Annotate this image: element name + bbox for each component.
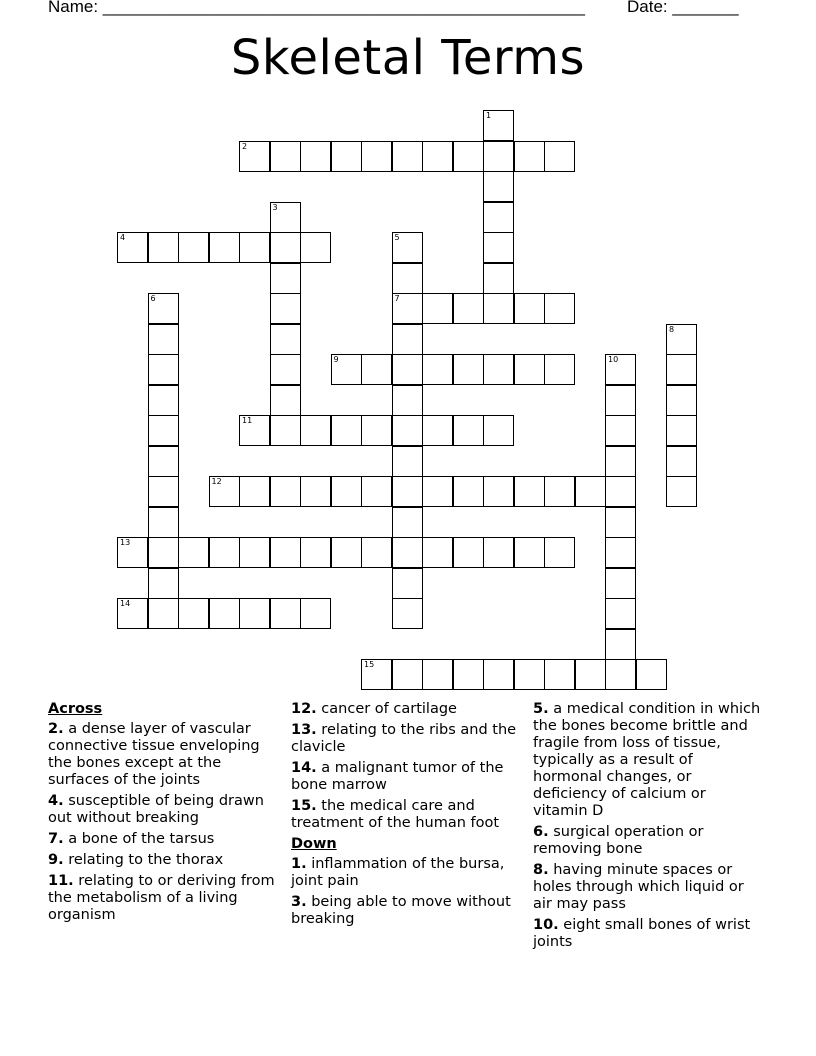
grid-cell[interactable]: [117, 598, 148, 629]
grid-cell[interactable]: [483, 232, 514, 263]
cell-number: 14: [120, 599, 131, 608]
cell-number: 1: [486, 111, 492, 120]
grid-cell[interactable]: [483, 202, 514, 233]
clue-item: [291, 760, 521, 794]
grid-cell[interactable]: [178, 232, 209, 263]
grid-cell[interactable]: [361, 415, 392, 446]
cell-number: 3: [272, 202, 278, 212]
clue-number: 2.: [48, 721, 64, 737]
grid-cell[interactable]: [392, 446, 423, 477]
clue-text: cancer of cartilage: [316, 701, 457, 717]
clue-text: eight small bones of wrist joints: [533, 917, 751, 950]
grid-cell[interactable]: [575, 659, 606, 690]
grid-cell[interactable]: [514, 141, 545, 172]
clue-item: [48, 831, 278, 848]
grid-cell[interactable]: [392, 232, 423, 263]
cell-number: 5: [394, 233, 400, 242]
clue-text: a dense layer of vascular connective tissue enveloping the bones except at the surfaces of the joints: [48, 721, 260, 788]
clue-text: a malignant tumor of the bone marrow: [291, 760, 504, 793]
grid-cell[interactable]: [605, 476, 636, 507]
grid-cell[interactable]: [239, 415, 270, 446]
grid-cell[interactable]: [148, 324, 179, 355]
grid-cell[interactable]: [300, 537, 331, 568]
grid-cell[interactable]: [270, 202, 301, 233]
grid-cell[interactable]: [453, 354, 484, 385]
grid-cell[interactable]: [605, 659, 636, 690]
grid-cell[interactable]: [544, 659, 575, 690]
grid-cell[interactable]: [392, 354, 423, 385]
grid-cell[interactable]: [300, 141, 331, 172]
grid-cell[interactable]: [605, 629, 636, 660]
clue-item: [533, 917, 763, 951]
grid-cell[interactable]: [422, 476, 453, 507]
clue-item: [48, 852, 278, 869]
grid-cell[interactable]: [483, 659, 514, 690]
grid-cell[interactable]: [361, 537, 392, 568]
grid-cell[interactable]: [483, 293, 514, 324]
cell-number: 4: [120, 233, 126, 242]
grid-cell[interactable]: [605, 446, 636, 477]
grid-cell[interactable]: [605, 598, 636, 629]
grid-cell[interactable]: [392, 415, 423, 446]
grid-cell[interactable]: [392, 141, 423, 172]
clue-item: [48, 793, 278, 827]
clue-text: inflammation of the bursa, joint pain: [291, 856, 505, 889]
grid-cell[interactable]: [483, 263, 514, 294]
cell-number: 10: [608, 355, 619, 364]
grid-cell[interactable]: [239, 141, 270, 172]
grid-cell[interactable]: [392, 476, 423, 507]
grid-cell[interactable]: [453, 659, 484, 690]
grid-cell[interactable]: [422, 537, 453, 568]
grid-cell[interactable]: [148, 507, 179, 538]
grid-cell[interactable]: [544, 354, 575, 385]
grid-cell[interactable]: [148, 476, 179, 507]
grid-cell[interactable]: [148, 446, 179, 477]
grid-cell[interactable]: [209, 598, 240, 629]
grid-cell[interactable]: [331, 476, 362, 507]
grid-cell[interactable]: [331, 354, 362, 385]
clue-item: [291, 856, 521, 890]
grid-cell[interactable]: [514, 537, 545, 568]
clues-column-3: [533, 701, 763, 955]
grid-cell[interactable]: [605, 507, 636, 538]
grid-cell[interactable]: [636, 659, 667, 690]
grid-cell[interactable]: [422, 293, 453, 324]
grid-cell[interactable]: [453, 537, 484, 568]
grid-cell[interactable]: [239, 232, 270, 263]
clue-text: being able to move without breaking: [291, 894, 511, 927]
grid-cell[interactable]: [148, 415, 179, 446]
clue-number: 6.: [533, 824, 549, 840]
grid-cell[interactable]: [392, 537, 423, 568]
clue-text: relating to the ribs and the clavicle: [291, 722, 517, 755]
grid-cell[interactable]: [331, 415, 362, 446]
grid-cell[interactable]: [209, 232, 240, 263]
cell-number: 13: [120, 538, 131, 547]
grid-cell[interactable]: [148, 385, 179, 416]
grid-cell[interactable]: [300, 476, 331, 507]
grid-cell[interactable]: [666, 354, 697, 385]
cell-number: 9: [333, 355, 339, 364]
clue-item: [533, 824, 763, 858]
grid-cell[interactable]: [666, 476, 697, 507]
grid-cell[interactable]: [270, 354, 301, 385]
grid-cell[interactable]: [270, 598, 301, 629]
grid-cell[interactable]: [148, 293, 179, 324]
clue-number: 15.: [291, 798, 317, 814]
grid-cell[interactable]: [270, 537, 301, 568]
grid-cell[interactable]: [270, 324, 301, 355]
grid-cell[interactable]: [483, 171, 514, 202]
grid-cell[interactable]: [239, 537, 270, 568]
grid-cell[interactable]: [453, 415, 484, 446]
grid-cell[interactable]: [270, 141, 301, 172]
grid-cell[interactable]: [392, 293, 423, 324]
grid-cell[interactable]: [605, 415, 636, 446]
clue-number: 5.: [533, 701, 549, 717]
grid-cell[interactable]: [178, 598, 209, 629]
clue-text: a bone of the tarsus: [63, 831, 215, 847]
grid-cell[interactable]: [239, 598, 270, 629]
cell-number: 8: [669, 324, 675, 334]
cell-number: 12: [211, 477, 222, 486]
clue-number: 1.: [291, 856, 307, 872]
clue-item: [291, 798, 521, 832]
clue-number: 8.: [533, 862, 549, 878]
clue-number: 10.: [533, 917, 559, 933]
grid-cell[interactable]: [544, 476, 575, 507]
grid-cell[interactable]: [117, 537, 148, 568]
grid-cell[interactable]: [514, 293, 545, 324]
grid-cell[interactable]: [148, 232, 179, 263]
clue-number: 7.: [48, 831, 64, 847]
grid-cell[interactable]: [148, 354, 179, 385]
grid-cell[interactable]: [270, 385, 301, 416]
clue-number: 12.: [291, 701, 317, 717]
clue-item: [48, 721, 278, 789]
cell-number: 7: [394, 294, 400, 303]
grid-cell[interactable]: [422, 415, 453, 446]
grid-cell[interactable]: [361, 476, 392, 507]
clue-number: 11.: [48, 873, 74, 889]
grid-cell[interactable]: [392, 507, 423, 538]
across-heading: Across: [48, 701, 103, 717]
clue-number: 14.: [291, 760, 317, 776]
cell-number: 2: [242, 141, 248, 151]
clues-column-1: [48, 701, 278, 928]
grid-cell[interactable]: [483, 415, 514, 446]
grid-cell[interactable]: [148, 568, 179, 599]
clue-number: 4.: [48, 793, 64, 809]
grid-cell[interactable]: [361, 659, 392, 690]
clue-text: susceptible of being drawn out without breaking: [48, 793, 264, 826]
grid-cell[interactable]: [392, 385, 423, 416]
grid-cell[interactable]: [300, 232, 331, 263]
grid-cell[interactable]: [544, 293, 575, 324]
clue-item: [48, 873, 278, 924]
grid-cell[interactable]: [544, 537, 575, 568]
grid-cell[interactable]: [209, 476, 240, 507]
grid-cell[interactable]: [270, 293, 301, 324]
date-field-label: Date: _______: [627, 0, 739, 16]
page-title: Skeletal Terms: [230, 30, 586, 86]
grid-cell[interactable]: [666, 385, 697, 416]
grid-cell[interactable]: [392, 324, 423, 355]
grid-cell[interactable]: [239, 476, 270, 507]
grid-cell[interactable]: [331, 141, 362, 172]
grid-cell[interactable]: [117, 232, 148, 263]
clue-text: relating to the thorax: [63, 852, 224, 868]
grid-cell[interactable]: [270, 476, 301, 507]
grid-cell[interactable]: [453, 141, 484, 172]
grid-cell[interactable]: [575, 476, 606, 507]
grid-cell[interactable]: [392, 598, 423, 629]
clue-item: [291, 894, 521, 928]
clue-text: the medical care and treatment of the human foot: [291, 798, 500, 831]
grid-cell[interactable]: [453, 293, 484, 324]
grid-cell[interactable]: [514, 354, 545, 385]
grid-cell[interactable]: [514, 476, 545, 507]
grid-cell[interactable]: [483, 354, 514, 385]
grid-cell[interactable]: [270, 263, 301, 294]
grid-cell[interactable]: [605, 568, 636, 599]
grid-cell[interactable]: [148, 537, 179, 568]
grid-cell[interactable]: [361, 354, 392, 385]
grid-cell[interactable]: [666, 324, 697, 355]
grid-cell[interactable]: [392, 568, 423, 599]
grid-cell[interactable]: [483, 110, 514, 141]
clues-column-2: [291, 701, 521, 932]
grid-cell[interactable]: [422, 659, 453, 690]
grid-cell[interactable]: [605, 354, 636, 385]
grid-cell[interactable]: [422, 141, 453, 172]
grid-cell[interactable]: [483, 537, 514, 568]
clue-item: [291, 722, 521, 756]
grid-cell[interactable]: [178, 537, 209, 568]
grid-cell[interactable]: [361, 141, 392, 172]
grid-cell[interactable]: [209, 537, 240, 568]
down-heading: Down: [291, 836, 337, 852]
grid-cell[interactable]: [422, 354, 453, 385]
name-field-label: Name: ___________________________________________________: [48, 0, 585, 16]
grid-cell[interactable]: [483, 476, 514, 507]
grid-cell[interactable]: [270, 232, 301, 263]
grid-cell[interactable]: [483, 141, 514, 172]
cell-number: 15: [364, 660, 375, 669]
grid-cell[interactable]: [666, 446, 697, 477]
clue-text: surgical operation or removing bone: [533, 824, 704, 857]
grid-cell[interactable]: [544, 141, 575, 172]
grid-cell[interactable]: [453, 476, 484, 507]
clue-number: 9.: [48, 852, 64, 868]
clue-text: a medical condition in which the bones become brittle and fragile from loss of tissue, typically as a result of hormonal changes, or deficiency of calcium or vitamin D: [533, 701, 761, 819]
grid-cell[interactable]: [605, 385, 636, 416]
grid-cell[interactable]: [270, 415, 301, 446]
cell-number: 11: [242, 416, 253, 425]
clue-item: [291, 701, 521, 718]
grid-cell[interactable]: [392, 263, 423, 294]
grid-cell[interactable]: [514, 659, 545, 690]
grid-cell[interactable]: [392, 659, 423, 690]
clue-number: 13.: [291, 722, 317, 738]
clue-text: relating to or deriving from the metabolism of a living organism: [48, 873, 275, 923]
grid-cell[interactable]: [666, 415, 697, 446]
clue-text: having minute spaces or holes through which liquid or air may pass: [533, 862, 744, 912]
clue-item: [533, 701, 763, 820]
cell-number: 6: [150, 294, 156, 303]
grid-cell[interactable]: [300, 598, 331, 629]
grid-cell[interactable]: [148, 598, 179, 629]
clue-item: [533, 862, 763, 913]
clue-number: 3.: [291, 894, 307, 910]
grid-cell[interactable]: [331, 537, 362, 568]
grid-cell[interactable]: [300, 415, 331, 446]
grid-cell[interactable]: [605, 537, 636, 568]
